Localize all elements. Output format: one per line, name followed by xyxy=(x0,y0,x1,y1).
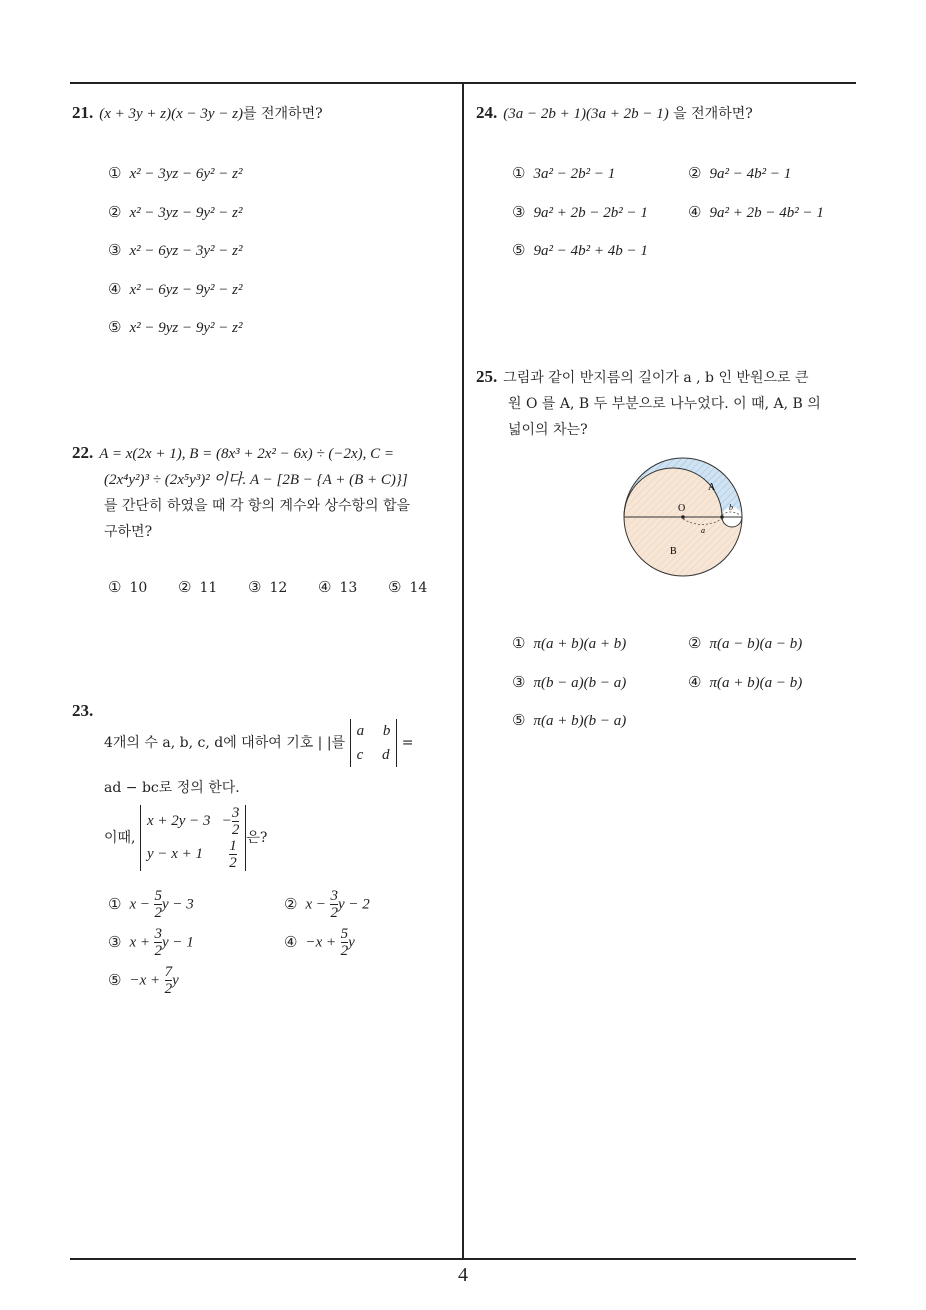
question-25 xyxy=(476,364,860,443)
center-point-b xyxy=(720,515,724,519)
circle-figure xyxy=(620,456,750,582)
question-line-1: A = x(2x + 1), B = (8x³ + 2x² − 6x) ÷ (−2x), C = xyxy=(99,446,395,462)
question-math: (3a − 2b + 1)(3a + 2b − 1) xyxy=(503,106,669,122)
q24-option-2[interactable]: ② 9a² − 4b² − 1 xyxy=(688,164,792,182)
q25-option-2[interactable]: ② π(a − b)(a − b) xyxy=(688,634,803,652)
question-line-1: 4개의 수 a, b, c, d에 대하여 기호 | |를 xyxy=(104,735,346,751)
question-line-3: 넓이의 차는? xyxy=(508,422,588,438)
label-radius-b: b xyxy=(729,503,733,512)
q21-option-3[interactable]: ③ x² − 6yz − 3y² − z² xyxy=(108,241,243,259)
q24-option-3[interactable]: ③ 9a² + 2b − 2b² − 1 xyxy=(512,203,648,221)
label-b-region: B xyxy=(670,546,677,557)
question-text: 를 전개하면? xyxy=(243,106,323,122)
determinant-expression: x + 2y − 3 − $\frac{3}{2}$ y − x + 1 $\frac{1}{2}$ xyxy=(140,805,246,871)
q25-option-5[interactable]: ⑤ π(a + b)(b − a) xyxy=(512,711,627,729)
question-number: 23. xyxy=(72,701,94,720)
q25-option-3[interactable]: ③ π(b − a)(b − a) xyxy=(512,673,627,691)
q23-option-4[interactable]: ④ −x + $\frac{5}{2}$ y xyxy=(284,926,355,959)
q23-option-3[interactable]: ③ x + $\frac{3}{2}$ y − 1 xyxy=(108,926,194,959)
q24-option-1[interactable]: ① 3a² − 2b² − 1 xyxy=(512,164,616,182)
question-math: (x + 3y + z)(x − 3y − z) xyxy=(99,106,244,122)
question-line-3: 이때, xyxy=(104,830,136,846)
q21-option-5[interactable]: ⑤ x² − 9yz − 9y² − z² xyxy=(108,318,243,336)
label-o: O xyxy=(678,503,686,514)
q22-option-3[interactable]: ③ 12 xyxy=(248,578,288,596)
determinant-symbol: a b c d xyxy=(350,719,398,767)
question-line-3: 를 간단히 하였을 때 각 항의 계수와 상수항의 합을 xyxy=(104,498,411,514)
question-line-1: 그림과 같이 반지름의 길이가 a , b 인 반원으로 큰 xyxy=(503,370,809,386)
question-number: 25. xyxy=(476,367,498,386)
radius-b-brace xyxy=(722,512,740,515)
q23-option-5[interactable]: ⑤ −x + $\frac{7}{2}$ y xyxy=(108,964,179,997)
center-point-o xyxy=(681,515,685,519)
q24-option-5[interactable]: ⑤ 9a² − 4b² + 4b − 1 xyxy=(512,241,648,259)
q23-option-2[interactable]: ② x − $\frac{3}{2}$ y − 2 xyxy=(284,888,370,921)
question-number: 24. xyxy=(476,103,498,122)
q22-option-4[interactable]: ④ 13 xyxy=(318,578,358,596)
question-number: 22. xyxy=(72,443,94,462)
q22-option-2[interactable]: ② 11 xyxy=(178,578,218,596)
question-22 xyxy=(72,440,457,545)
q25-option-1[interactable]: ① π(a + b)(a + b) xyxy=(512,634,627,652)
label-a-region: A xyxy=(708,482,716,493)
column-divider xyxy=(462,82,464,1259)
q25-option-4[interactable]: ④ π(a + b)(a − b) xyxy=(688,673,803,691)
question-line-2: 원 O 를 A, B 두 부분으로 나누었다. 이 때, A, B 의 xyxy=(508,396,821,412)
question-line-2: (2x⁴y²)³ ÷ (2x⁵y³)² 이다. A − [2B − {A + (B + C)}] xyxy=(104,472,408,488)
question-number: 21. xyxy=(72,103,94,122)
question-23: 23. 4개의 수 a, b, c, d에 대하여 기호 | |를 a b c d = ad − bc로 정의 한다. 이때, x + 2y − 3 − $\frac{3}{2}$ y − x + 1 $\frac{1}{2}$ 은? xyxy=(72,698,460,871)
q23-option-1[interactable]: ① x − $\frac{5}{2}$ y − 3 xyxy=(108,888,194,921)
question-24 xyxy=(476,100,753,127)
question-21 xyxy=(72,100,323,127)
label-radius-a: a xyxy=(701,526,705,535)
question-line-2: ad − bc로 정의 한다. xyxy=(104,780,240,796)
q21-option-4[interactable]: ④ x² − 6yz − 9y² − z² xyxy=(108,280,243,298)
question-line-4: 구하면? xyxy=(104,524,153,540)
q21-option-2[interactable]: ② x² − 3yz − 9y² − z² xyxy=(108,203,243,221)
q22-option-5[interactable]: ⑤ 14 xyxy=(388,578,428,596)
question-text: 을 전개하면? xyxy=(673,106,753,122)
bottom-rule xyxy=(70,1258,856,1260)
q24-option-4[interactable]: ④ 9a² + 2b − 4b² − 1 xyxy=(688,203,824,221)
q21-option-1[interactable]: ① x² − 3yz − 6y² − z² xyxy=(108,164,243,182)
q22-option-1[interactable]: ① 10 xyxy=(108,578,148,596)
page-number: 4 xyxy=(458,1264,468,1286)
